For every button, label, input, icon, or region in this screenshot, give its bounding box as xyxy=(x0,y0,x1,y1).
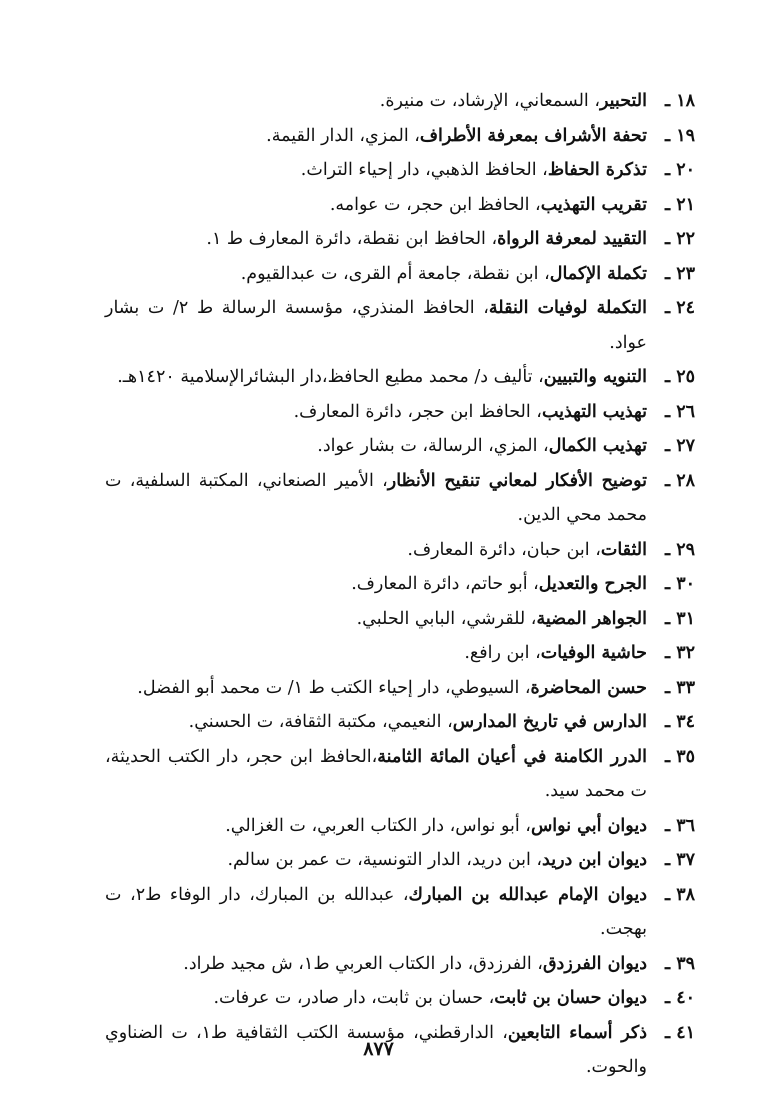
entry-number: ١٩ ـ xyxy=(664,125,695,146)
entry-number: ٣٧ ـ xyxy=(664,850,695,870)
entry-title: توضيح الأفكار لمعاني تنقيح الأنظار xyxy=(387,470,647,491)
entry-details: ، الفرزدق، دار الكتاب العربي ط١، ش مجيد طراد. xyxy=(183,953,543,974)
entry-title: تهذيب الكمال xyxy=(548,436,647,456)
entry-title: تهذيب التهذيب xyxy=(541,401,647,422)
entry-number: ٣١ ـ xyxy=(664,608,695,629)
entry-title: ديوان الإمام عبدالله بن المبارك xyxy=(408,884,647,905)
entry-title: تحفة الأشراف بمعرفة الأطراف xyxy=(419,125,647,146)
entry-number: ٤٠ ـ xyxy=(664,988,695,1008)
entry-text xyxy=(105,429,647,464)
entry-text xyxy=(105,222,647,257)
entry-number: ٢٤ ـ xyxy=(664,298,695,318)
entry-details: ، ابن دريد، الدار التونسية، ت عمر بن سالم. xyxy=(227,850,543,870)
entry-text xyxy=(105,809,647,844)
entry-number: ٢٣ ـ xyxy=(664,263,695,284)
entry-text xyxy=(105,671,647,706)
entry-number: ٤١ ـ xyxy=(664,1022,695,1043)
bibliography-entry xyxy=(105,119,695,154)
bibliography-entry xyxy=(105,533,695,568)
bibliography-entry xyxy=(105,843,695,878)
bibliography-entry xyxy=(105,567,695,602)
bibliography-entry xyxy=(105,981,695,1016)
entry-title: التنويه والتبيين xyxy=(543,367,647,387)
entry-details: ، عبدالله بن المبارك، دار الوفاء ط٢، ت بهجت. xyxy=(105,884,647,939)
entry-title: الجواهر المضية xyxy=(536,608,647,629)
entry-details: ، الحافظ الذهبي، دار إحياء التراث. xyxy=(300,160,548,180)
bibliography-entry xyxy=(105,878,695,947)
entry-number: ٢٢ ـ xyxy=(664,229,695,249)
entry-details: ، السمعاني، الإرشاد، ت منيرة. xyxy=(379,91,600,111)
entry-details: ، السيوطي، دار إحياء الكتب ط ١/ ت محمد أبو الفضل. xyxy=(137,677,531,698)
bibliography-entry xyxy=(105,809,695,844)
bibliography-entry xyxy=(105,636,695,671)
bibliography-entry xyxy=(105,188,695,223)
entry-number: ١٨ ـ xyxy=(664,91,695,111)
entry-details: ، الحافظ ابن حجر، ت عوامه. xyxy=(329,194,541,215)
entry-number: ٣٣ ـ xyxy=(664,677,695,698)
entry-text xyxy=(105,119,647,154)
entry-text xyxy=(105,947,647,982)
entry-text xyxy=(105,153,647,188)
entry-number: ٢٧ ـ xyxy=(664,436,695,456)
entry-details: ، المزي، الرسالة، ت بشار عواد. xyxy=(317,436,549,456)
entry-number: ٣٩ ـ xyxy=(664,953,695,974)
entry-text xyxy=(105,636,647,671)
entry-text xyxy=(105,84,647,119)
entry-details: ،الحافظ ابن حجر، دار الكتب الحديثة، ت محمد سيد. xyxy=(105,746,647,801)
entry-title: تذكرة الحفاظ xyxy=(547,160,647,180)
entry-title: الجرح والتعديل xyxy=(538,574,647,594)
entry-text xyxy=(105,464,647,533)
bibliography-entry xyxy=(105,740,695,809)
bibliography-entry xyxy=(105,84,695,119)
entry-text xyxy=(105,188,647,223)
entry-title: ديوان الفرزدق xyxy=(542,953,647,974)
entry-title: الدارس في تاريخ المدارس xyxy=(452,712,647,732)
entry-number: ٢٨ ـ xyxy=(664,470,695,491)
entry-text xyxy=(105,257,647,292)
entry-title: ديوان ابن دريد xyxy=(542,850,647,870)
entry-number: ٢٩ ـ xyxy=(664,539,695,560)
bibliography-entry xyxy=(105,222,695,257)
entry-text xyxy=(105,878,647,947)
entry-number: ٢٦ ـ xyxy=(664,401,695,422)
entry-details: ، الحافظ ابن حجر، دائرة المعارف. xyxy=(293,401,542,422)
entry-number: ٣٨ ـ xyxy=(664,884,695,905)
entry-details: ، النعيمي، مكتبة الثقافة، ت الحسني. xyxy=(188,712,453,732)
bibliography-entry xyxy=(105,464,695,533)
entry-title: حاشية الوفيات xyxy=(540,643,647,663)
entry-text xyxy=(105,360,647,395)
entry-number: ٢٠ ـ xyxy=(664,160,695,180)
bibliography-entry xyxy=(105,153,695,188)
bibliography-entry xyxy=(105,291,695,360)
bibliography-entry xyxy=(105,602,695,637)
entry-title: تقريب التهذيب xyxy=(540,194,647,215)
bibliography-list xyxy=(105,84,695,1085)
entry-details: ، أبو حاتم، دائرة المعارف. xyxy=(351,574,539,594)
entry-text xyxy=(105,395,647,430)
entry-text xyxy=(105,602,647,637)
entry-number: ٣٥ ـ xyxy=(664,746,695,767)
entry-details: ، أبو نواس، دار الكتاب العربي، ت الغزالي. xyxy=(225,815,531,836)
bibliography-entry xyxy=(105,257,695,292)
entry-number: ٣٤ ـ xyxy=(664,712,695,732)
bibliography-entry xyxy=(105,671,695,706)
entry-details: ، الدارقطني، مؤسسة الكتب الثقافية ط١، ت الضناوي والحوت. xyxy=(105,1022,647,1077)
entry-text xyxy=(105,981,647,1016)
entry-title: ديوان أبي نواس xyxy=(530,815,647,836)
entry-details: ، الحافظ المنذري، مؤسسة الرسالة ط ٢/ ت بشار عواد. xyxy=(105,298,647,353)
entry-text xyxy=(105,740,647,809)
entry-number: ٣٢ ـ xyxy=(664,643,695,663)
entry-details: ، الأمير الصنعاني، المكتبة السلفية، ت محمد محي الدين. xyxy=(105,470,647,525)
entry-text xyxy=(105,705,647,740)
bibliography-entry xyxy=(105,705,695,740)
bibliography-entry xyxy=(105,360,695,395)
entry-details: ، حسان بن ثابت، دار صادر، ت عرفات. xyxy=(213,988,495,1008)
entry-text xyxy=(105,291,647,360)
entry-text xyxy=(105,843,647,878)
entry-details: ، تأليف د/ محمد مطيع الحافظ،دار البشائرالإسلامية ١٤٢٠هـ. xyxy=(117,367,544,387)
entry-number: ٣٠ ـ xyxy=(664,574,695,594)
entry-title: التقييد لمعرفة الرواة xyxy=(497,229,647,249)
entry-title: التحبير xyxy=(600,91,647,111)
entry-details: ، الحافظ ابن نقطة، دائرة المعارف ط ١. xyxy=(206,229,498,249)
entry-title: ديوان حسان بن ثابت xyxy=(494,988,647,1008)
bibliography-entry xyxy=(105,947,695,982)
entry-title: ذكر أسماء التابعين xyxy=(507,1022,647,1043)
entry-text xyxy=(105,567,647,602)
entry-details: ، ابن نقطة، جامعة أم القرى، ت عبدالقيوم. xyxy=(240,263,550,284)
entry-title: تكملة الإكمال xyxy=(549,263,647,284)
entry-title: الثقات xyxy=(600,539,647,560)
entry-number: ٢٥ ـ xyxy=(664,367,695,387)
entry-title: حسن المحاضرة xyxy=(530,677,647,698)
page-number: ٨٧٧ xyxy=(363,1038,394,1060)
entry-details: ، المزي، الدار القيمة. xyxy=(266,125,420,146)
entry-details: ، ابن حبان، دائرة المعارف. xyxy=(407,539,601,560)
entry-text xyxy=(105,533,647,568)
bibliography-entry xyxy=(105,429,695,464)
entry-number: ٢١ ـ xyxy=(664,194,695,215)
entry-title: الدرر الكامنة في أعيان المائة الثامنة xyxy=(377,746,647,767)
entry-number: ٣٦ ـ xyxy=(664,815,695,836)
entry-details: ، ابن رافع. xyxy=(464,643,541,663)
bibliography-entry xyxy=(105,395,695,430)
entry-details: ، للقرشي، البابي الحلبي. xyxy=(356,608,537,629)
entry-title: التكملة لوفيات النقلة xyxy=(488,298,647,318)
